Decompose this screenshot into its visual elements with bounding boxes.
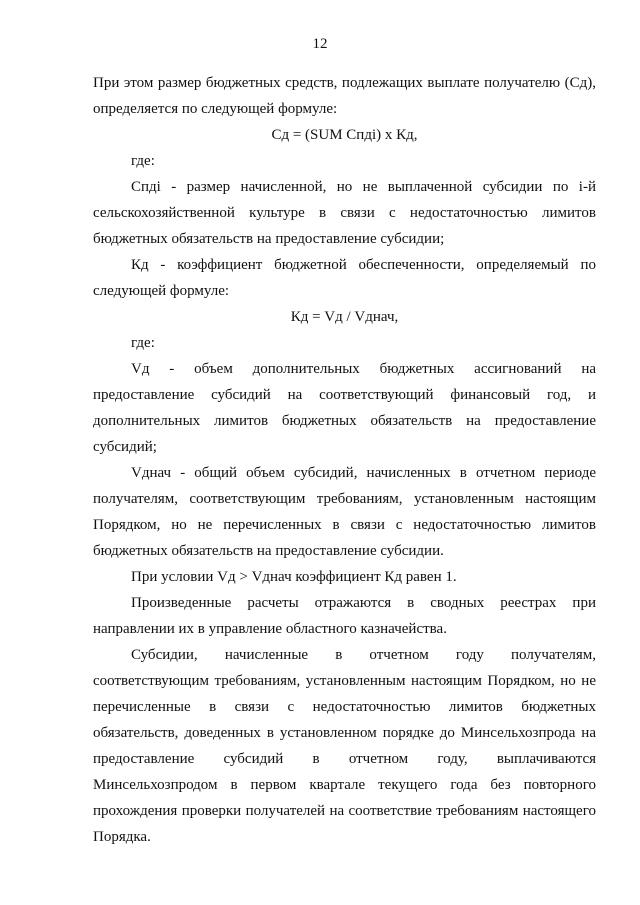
page-number: 12	[312, 36, 328, 52]
paragraph-condition: При условии Vд > Vднач коэффициент Кд равен 1.	[131, 569, 457, 585]
formula-kd: Кд = Vд / Vднач,	[290, 309, 399, 325]
paragraph-where-2: где:	[131, 335, 155, 351]
paragraph-vd-definition: Vд - объем дополнительных бюджетных ассигнований на предоставление субсидий на соответствующий финансовый год, и дополнительных лимитов бюджетных обязательств на предоставление субсидий;	[93, 361, 596, 455]
paragraph-subsidies-payment: Субсидии, начисленные в отчетном году получателям, соответствующим требованиям, установленным настоящим Порядком, но не перечисленные в связи с недостаточностью лимитов бюджетных обязательств, доведенных в установленном порядке до Минсельхозпрода на предоставление субсидий в отчетном году, выплачиваются Минсельхозпродом в первом квартале текущего года без повторного прохождения проверки получателей на соответствие требованиям настоящего Порядка.	[93, 647, 596, 845]
paragraph-vdnach-definition: Vднач - общий объем субсидий, начисленных в отчетном периоде получателям, соответствующим требованиям, установленным настоящим Порядком, но не перечисленных в связи с недостаточностью лимитов бюджетных обязательств на предоставление субсидии.	[93, 465, 596, 559]
paragraph-spdi-definition: Спдi - размер начисленной, но не выплаченной субсидии по i-й сельскохозяйственной культуре в связи с недостаточностью лимитов бюджетных обязательств на предоставление субсидии;	[93, 179, 596, 247]
paragraph-intro: При этом размер бюджетных средств, подлежащих выплате получателю (Сд), определяется по следующей формуле:	[93, 75, 596, 117]
paragraph-where-1: где:	[131, 153, 155, 169]
formula-sd: Сд = (SUM Спдi) x Кд,	[271, 127, 418, 143]
paragraph-calculations: Произведенные расчеты отражаются в сводных реестрах при направлении их в управление областного казначейства.	[93, 595, 596, 637]
page-body	[93, 70, 596, 850]
paragraph-kd-definition: Кд - коэффициент бюджетной обеспеченности, определяемый по следующей формуле:	[93, 257, 596, 299]
